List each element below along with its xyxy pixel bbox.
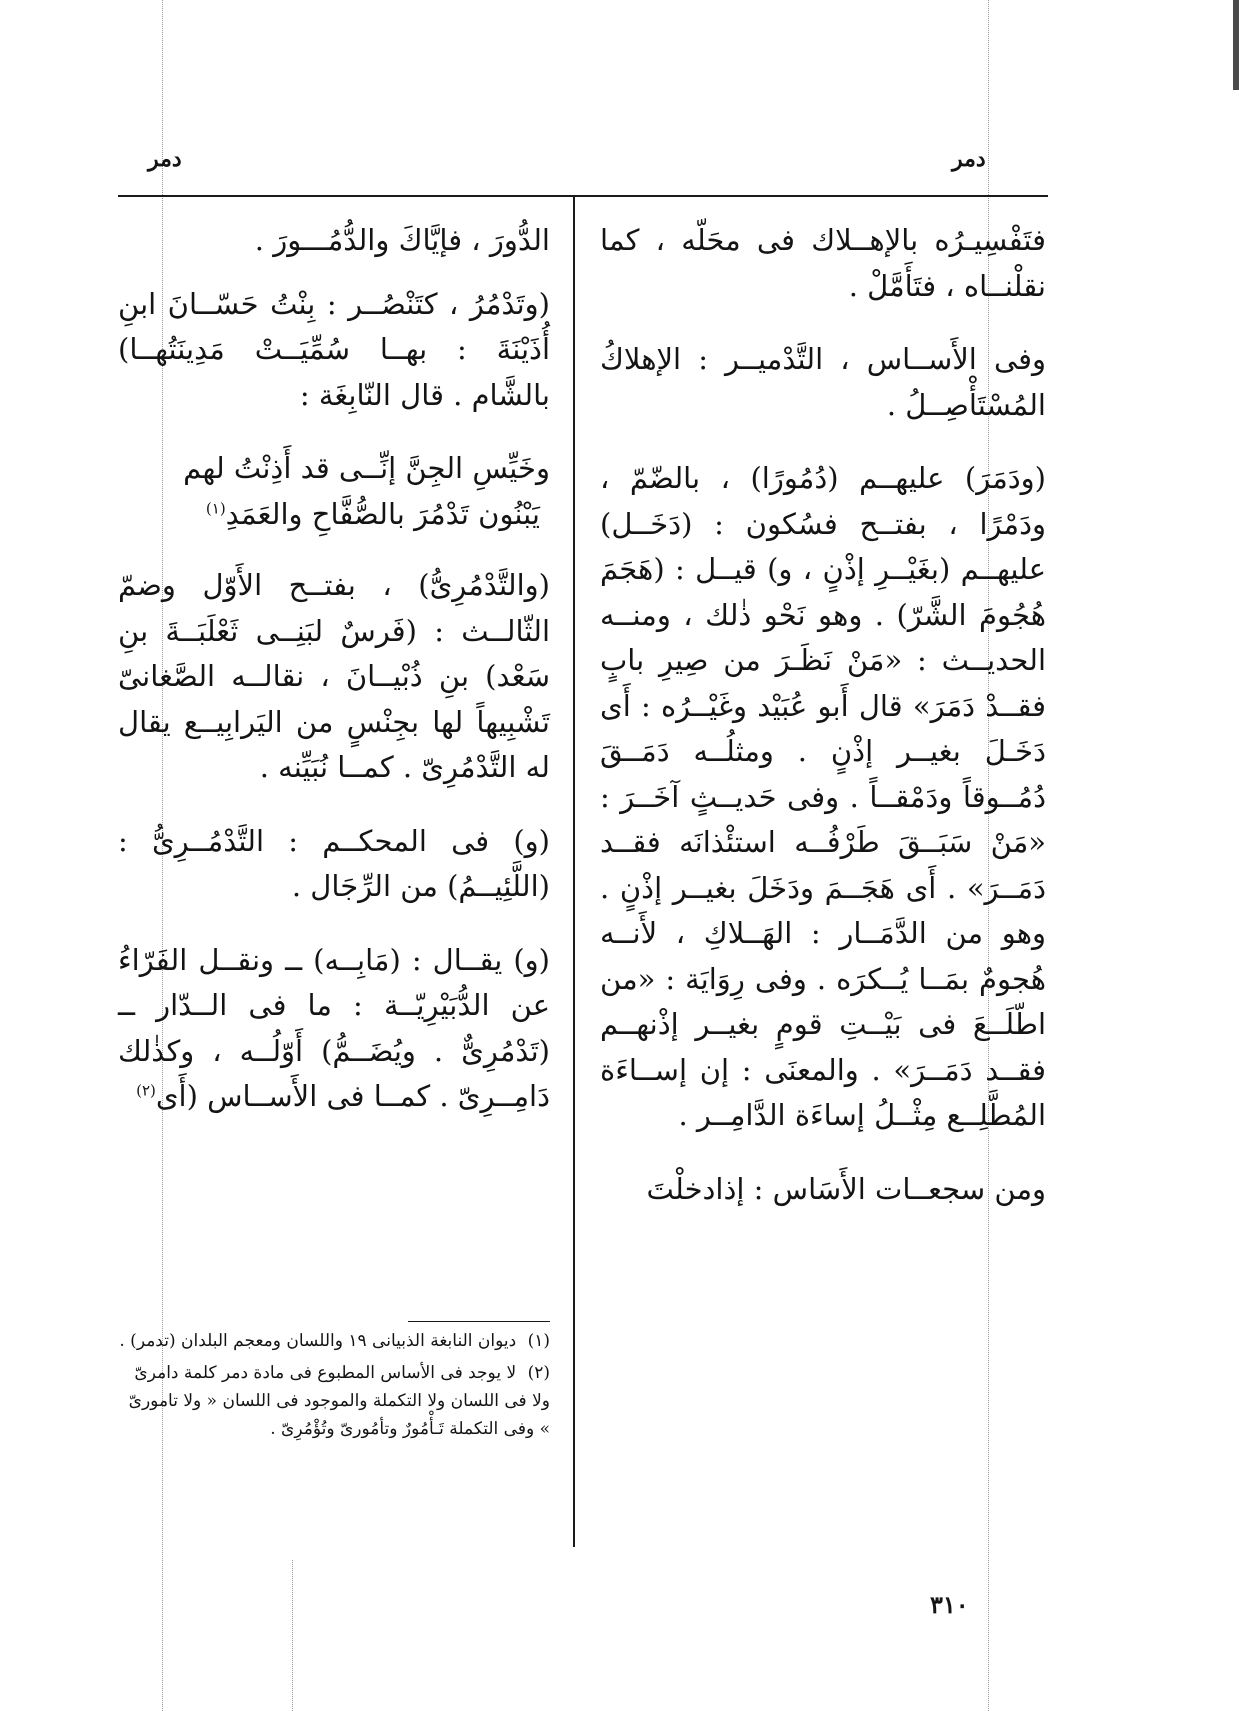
- running-head-left: دمر: [148, 146, 182, 172]
- right-column: [600, 218, 1046, 1240]
- footnote-ref: (٢): [136, 1081, 156, 1100]
- verse-line-second-text: يَبْنُون تَدْمُرَ بالصُّفَّاحِ والعَمَدِ: [225, 496, 540, 531]
- verse-line-first: وخَيِّسِ الجِنَّ إنِّــى قد أَذِنْتُ لهم: [183, 451, 550, 485]
- footnote-text: ديوان النابغة الذبيانى ١٩ واللسان ومعجم البلدان (تدمر) .: [119, 1331, 517, 1351]
- entry-paragraph: [118, 938, 550, 1120]
- entry-paragraph: وفى الأَســاس ، التَّدْميــر : الإهلاكُ المُسْتَأْصِــلُ .: [600, 342, 1046, 422]
- entry-paragraph: (ودَمَرَ) عليهــم (دُمُورًا) ، بالضّمّ ، ودَمْرًا ، بفتــح فسُكون : (دَخَــل) عليهــم (بغَيْــرِ إذْنٍ ، و) قيــل : (هَجَمَ هُجُومَ الشَّرّ) . وهو نَحْو ذٰلك ، ومنــه الحديــث : «مَنْ نَظَـرَ من صِيرِ بابٍ فقــدْ دَمَرَ» قال أَبو عُبَيْد وغَيْــرُه : أَى دَخَـلَ بغيــر إذْنٍ . ومثلُــه دَمَــقَ دُمُــوقاً ودَمْقــاً . وفى حَديــثٍ آخَــرَ : «مَنْ سَبَــقَ طَرْفُــه استئْذانَه فقــد دَمَــرَ» . أَى هَجَــمَ ودَخَلَ بغيــر إذْنٍ . وهو من الدَّمَــار : الهَــلاكِ ، لأَنــه هُجومٌ بمَــا يُــكرَه . وفى رِوَايَة : «من اطّلَــعَ فى بَيْــتِ قومٍ بغيــر إذْنهــم فقــد دَمَــرَ» . والمعنَى : إن إســاءَة المُطَّلِــع مِثْــلُ إساءَة الدَّامِــر .: [600, 461, 1046, 1132]
- entry-paragraph: (والتَّدْمُرِىُّ) ، بفتــح الأَوّل وضمّ الثّالــث : (فَرسٌ لبَنِــى ثَعْلَبَــةَ بنِ سَعْد) بنِ ذُبْيــانَ ، نقالــه الصَّغانىّ تَشْبِيهاً لها بجِنْسٍ من اليَرابِيــع يقال له التَّدْمُرِىّ . كمــا نُبَيِّنه .: [118, 568, 550, 784]
- page-number: ٣١٠: [930, 1590, 969, 1619]
- footnote-text: لا يوجد فى الأساس المطبوع فى مادة دمر كلمة دامرىّ ولا فى اللسان ولا التكملة والموجود فى اللسان « ولا تامورىّ » وفى التكملة تَـأْمُورٌ وتأمُورىّ وتُؤْمُرِىّ .: [128, 1363, 550, 1439]
- entry-paragraph-text: (و) يقــال : (مَابِــه) ــ ونقــل الفَرّاءُ عن الدُّبَيْرِيّــة : ما فى الــدّار ــ (تَدْمُرِىٌّ . ويُضَــمُّ) أَوّلُــه ، وكذٰلك دَامِــرِىّ . كمــا فى الأَســاس (أَى: [118, 942, 550, 1113]
- entry-paragraph: (وتَدْمُرُ ، كتَنْصُــر : بِنْتُ حَسّــانَ ابنِ أُذَيْنَةَ : بهــا سُمِّيَــتْ مَدِينَتُهــا) بالشَّام . قال النّابِغَة :: [118, 286, 550, 412]
- footnotes: [118, 1327, 550, 1447]
- footnote-number: (١): [527, 1331, 550, 1351]
- entry-paragraph: (و) فى المحكــم : التَّدْمُــرِىُّ : (اللَّئِيــمُ) من الرِّجَال .: [118, 823, 550, 903]
- crop-guide-bottom: [292, 1560, 293, 1711]
- left-column: [118, 218, 550, 1148]
- column-divider: [573, 197, 575, 1547]
- footnote: [118, 1359, 550, 1443]
- footnote-number: (٢): [527, 1363, 550, 1383]
- footnote-rule: [408, 1321, 550, 1322]
- header-rule: [118, 195, 1048, 197]
- entry-paragraph: ومن سجعــات الأَسَاس : إذادخلْتَ: [646, 1171, 1046, 1206]
- entry-paragraph: الدُّورَ ، فإيَّاكَ والدُّمُـــورَ .: [254, 223, 550, 257]
- running-head-right: دمر: [952, 146, 986, 172]
- poetry-verse: [118, 446, 550, 537]
- verse-line-second: [118, 492, 550, 538]
- footnote: [118, 1327, 550, 1355]
- scan-edge-mark: [1233, 0, 1239, 90]
- footnote-ref: (١): [205, 498, 226, 517]
- entry-paragraph: فتَفْسِيـرُه بالإهــلاك فى محَلّه ، كما نقلْنــاه ، فتَأَمَّلْ .: [600, 223, 1046, 303]
